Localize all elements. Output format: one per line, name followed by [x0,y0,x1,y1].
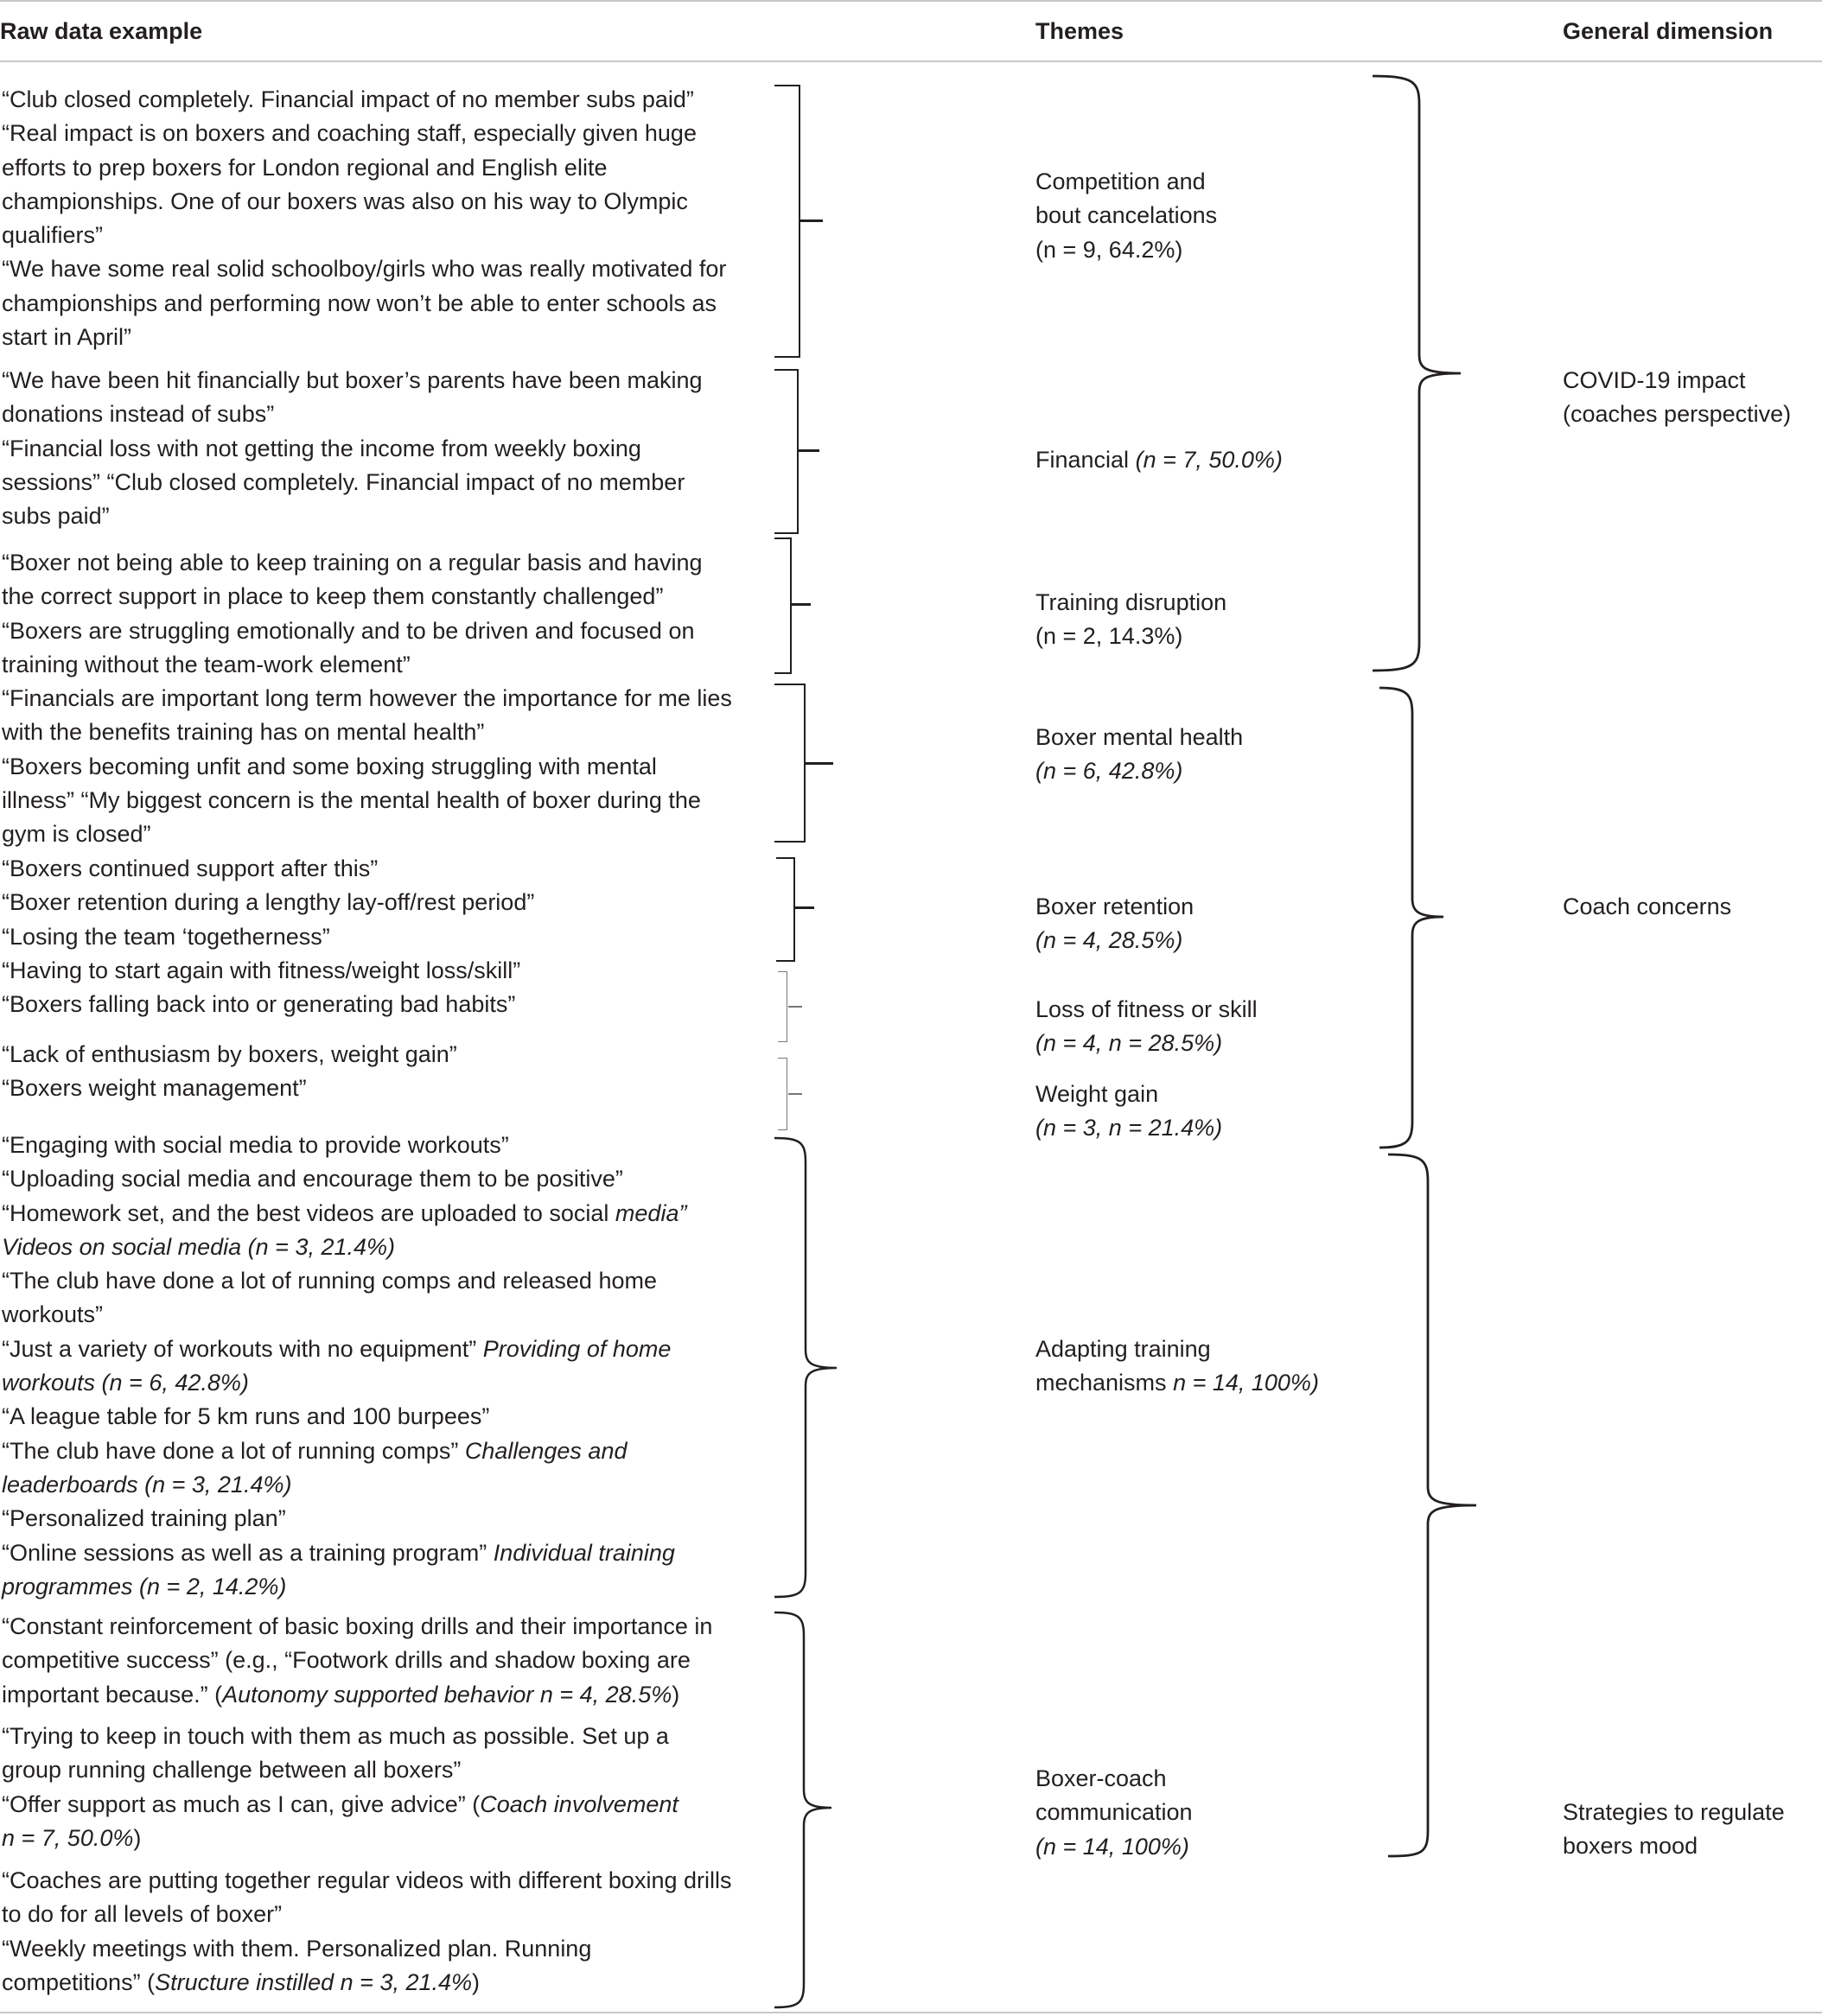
quote-line: subs paid” [2,503,110,530]
quote-line: championships and performing now won’t be able to enter schools as [2,289,717,316]
quote-line: “A league table for 5 km runs and 100 burpees” [2,1403,490,1430]
quote-line: “Engaging with social media to provide workouts” [2,1132,509,1158]
quote-line: “We have some real solid schoolboy/girls who was really motivated for [2,256,727,283]
quote-line: donations instead of subs” [2,401,275,428]
theme-retention: Boxer retention (n = 4, 28.5%) [1035,890,1194,958]
quote-line: “Boxers are struggling emotionally and to be driven and focused on [2,617,695,644]
quote-line: “Uploading social media and encourage them to be positive” [2,1166,623,1192]
quote-line: sessions” “Club closed completely. Financial impact of no member [2,468,685,495]
header-raw-data: Raw data example [0,18,203,44]
theme-mental-health: Boxer mental health (n = 6, 42.8%) [1035,721,1243,789]
quote-line: competitive success” (e.g., “Footwork drills and shadow boxing are [2,1647,691,1674]
quote-line: start in April” [2,324,132,351]
theme-stat: (n = 9, 64.2%) [1035,236,1183,263]
quote-line: to do for all levels of boxer” [2,1901,283,1928]
quote-line: “Financials are important long term however the importance for me lies [2,685,732,711]
quote-line: “Club closed completely. Financial impact of no member subs paid” [2,86,694,112]
quote-line: “Boxers becoming unfit and some boxing struggling with mental [2,753,657,779]
quote-line: workouts (n = 6, 42.8%) [2,1370,249,1396]
theme-stat: (n = 2, 14.3%) [1035,623,1183,650]
theme-stat: (n = 6, 42.8%) [1035,758,1183,785]
dimension-strategies: Strategies to regulate boxers mood [1563,1799,1785,1860]
theme-stat: (n = 4, n = 28.5%) [1035,1030,1223,1057]
quote-line: “We have been hit financially but boxer’s parents have been making [2,367,703,393]
quote-line: gym is closed” [2,821,151,848]
dimension-brace-strategies [1388,1154,1476,1856]
theme-stat: n = 14, 100%) [1173,1370,1319,1396]
raw-data-block-communication-3: “Coaches are putting together regular videos with different boxing drills to do for all levels of boxer” “Weekly meetings with them. Personalized plan. Running competitions” (Structure instilled n = 3, 21.4%) [2,1864,731,2000]
theme-weight-gain: Weight gain (n = 3, n = 21.4%) [1035,1078,1222,1146]
theme-stat: (n = 3, n = 21.4%) [1035,1115,1223,1142]
theme-stat: (n = 7, 50.0%) [1135,447,1283,473]
dimension-brace-concerns [1379,688,1443,1148]
quote-line: “Boxers weight management” [2,1075,307,1102]
theme-training-disruption: Training disruption (n = 2, 14.3%) [1035,586,1226,654]
quote-line: efforts to prep boxers for London regional and English elite [2,154,608,181]
quote-line: illness” “My biggest concern is the mental health of boxer during the [2,786,701,813]
quote-line: qualifiers” [2,222,104,249]
theme-fitness: Loss of fitness or skill (n = 4, n = 28.5%) [1035,993,1258,1061]
header-general-dimension: General dimension [1563,18,1774,44]
quote-line: “Weekly meetings with them. Personalized plan. Running [2,1935,592,1962]
quote-line: workouts” [2,1301,104,1328]
quote-line: the correct support in place to keep them constantly challenged” [2,583,664,610]
quote-line: training without the team-work element” [2,651,411,677]
quote-line: “Having to start again with fitness/weight loss/skill” [2,957,521,983]
quote-line: championships. One of our boxers was also on his way to Olympic [2,188,688,214]
quote-line: “Boxers continued support after this” [2,855,379,881]
raw-data-block-adapting-training: “Engaging with social media to provide workouts” “Uploading social media and encourage them to be positive” “Homework set, and the best videos are uploaded to social media” Videos on social media (n = 3, 21.4%) “The club have done a lot of running comps and released home workouts” “Just a variety of workouts with no equipment” Providing of home workouts (n = 6, 42.8%) “A league table for 5 km runs and 100 burpees” “The club have done a lot of running comps” Challenges and leaderboards (n = 3, 21.4%) “Personalized training plan” “Online sessions as well as a training program” Individual training programmes (n = 2, 14.2%) [2,1129,686,1604]
quote-line: “Coaches are putting together regular videos with different boxing drills [2,1867,732,1893]
quote-line: “Financial loss with not getting the income from weekly boxing [2,435,641,461]
quote-line: “Real impact is on boxers and coaching staff, especially given huge [2,120,697,147]
quote-line: “Losing the team ‘togetherness” [2,923,330,950]
theme-competition: Competition and bout cancelations (n = 9, 64.2%) [1035,165,1217,267]
quote-line: Videos on social media (n = 3, 21.4%) [2,1233,396,1260]
quote-line: “Constant reinforcement of basic boxing drills and their importance in [2,1613,713,1639]
quote-line: “The club have done a lot of running comps and released home [2,1268,657,1294]
dimension-brace-covid [1373,76,1461,671]
theme-stat: (n = 14, 100%) [1035,1833,1189,1860]
theme-stat: (n = 4, 28.5%) [1035,927,1183,954]
quote-line: with the benefits training has on mental health” [2,719,485,746]
quote-line: “Personalized training plan” [2,1505,286,1532]
quote-line: leaderboards (n = 3, 21.4%) [2,1471,292,1498]
quote-line: “Lack of enthusiasm by boxers, weight gain” [2,1041,457,1067]
quote-line: group running challenge between all boxers” [2,1757,462,1784]
header-themes: Themes [1035,18,1124,44]
dimension-covid-impact: COVID-19 impact (coaches perspective) [1563,367,1792,428]
quote-line: “Boxers falling back into or generating bad habits” [2,991,516,1018]
theme-adapting-training: Adapting training mechanisms n = 14, 100%) [1035,1336,1319,1396]
theme-communication: Boxer-coach communication (n = 14, 100%) [1035,1762,1193,1864]
theme-financial: Financial (n = 7, 50.0%) [1035,447,1283,473]
quote-line: “Trying to keep in touch with them as much as possible. Set up a [2,1723,669,1749]
quote-line: “Boxer not being able to keep training on a regular basis and having [2,550,703,576]
quote-line: “Boxer retention during a lengthy lay-off/rest period” [2,889,535,916]
raw-data-block-communication: “Constant reinforcement of basic boxing drills and their importance in competitive success” (e.g., “Footwork drills and shadow boxing are important because.” (Autonomy supported behavior n = 4, 28.5%) [2,1610,712,1712]
raw-data-block-communication-2: “Trying to keep in touch with them as much as possible. Set up a group running challenge between all boxers” “Offer support as much as I can, give advice” (Coach involvement n = 7, 50.0%) [2,1720,678,1855]
quote-line: programmes (n = 2, 14.2%) [2,1573,287,1599]
dimension-coach-concerns: Coach concerns [1563,894,1732,919]
